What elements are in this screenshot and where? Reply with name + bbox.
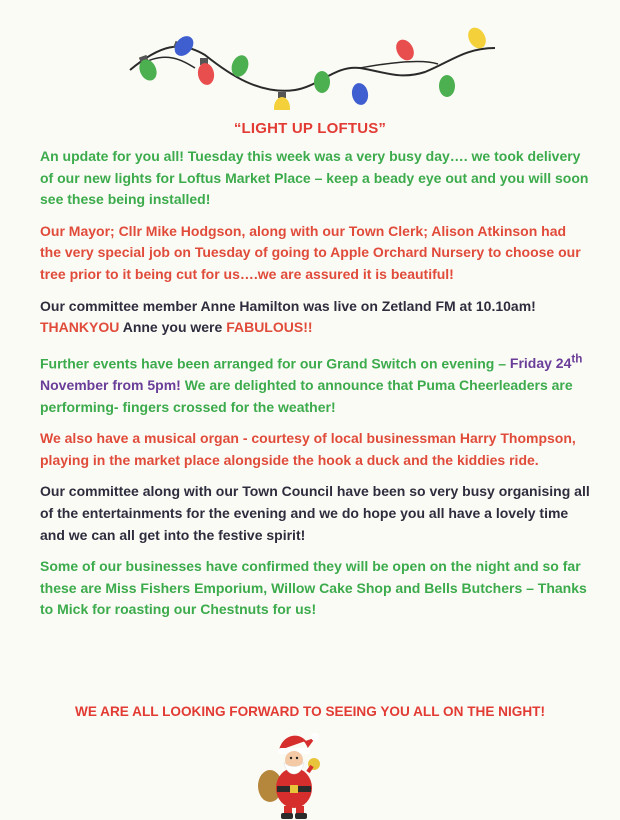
events-text: Further events have been arranged for our Grand Switch on evening – [40,355,510,372]
page-title: “LIGHT UP LOFTUS” [233,120,387,137]
paragraph-lights-delivery: An update for you all! Tuesday this week was a very busy day…. we took delivery of our new lights for Loftus Market Place – keep a beady eye out and you will soon see these being installed! [40,148,589,208]
christmas-lights-icon [120,20,500,110]
santa-icon [256,728,328,820]
newsletter-body [40,146,590,631]
fabulous-text: FABULOUS!! [226,319,313,336]
paragraph-musical-organ: We also have a musical organ - courtesy of local businessman Harry Thompson, playing in the market place alongside the hook a duck and the kiddies ride. [40,430,576,468]
radio-text-2: Anne you were [119,319,227,336]
closing-message: WE ARE ALL LOOKING FORWARD TO SEEING YOU ALL ON THE NIGHT! [74,704,545,719]
paragraph-radio-interview [40,296,590,339]
thankyou-text: THANKYOU [40,319,120,336]
radio-text: Our committee member Anne Hamilton was live on Zetland FM at 10.10am! [40,297,536,314]
paragraph-tree-selection: Our Mayor; Cllr Mike Hodgson, along with our Town Clerk; Alison Atkinson had the very special job on Tuesday of going to Apple Orchard Nursery to choose our tree prior to it being cut for us….we are assured it is beautiful! [40,222,581,282]
paragraph-entertainments: Our committee along with our Town Council have been so very busy organising all of the entertainments for the evening and we do hope you all have a lovely time and we can all get into the festive spirit! [40,483,590,543]
event-date: Friday 24th November from 5pm! [40,352,583,393]
paragraph-switch-on [40,349,590,418]
cheerleaders-text: We are delighted to announce that Puma Cheerleaders are performing- fingers crossed for the weather! [40,377,573,415]
paragraph-businesses: Some of our businesses have confirmed they will be open on the night and so far these are Miss Fishers Emporium, Willow Cake Shop and Bells Butchers – Thanks to Mick for roasting our Chestnuts for us! [40,558,587,618]
